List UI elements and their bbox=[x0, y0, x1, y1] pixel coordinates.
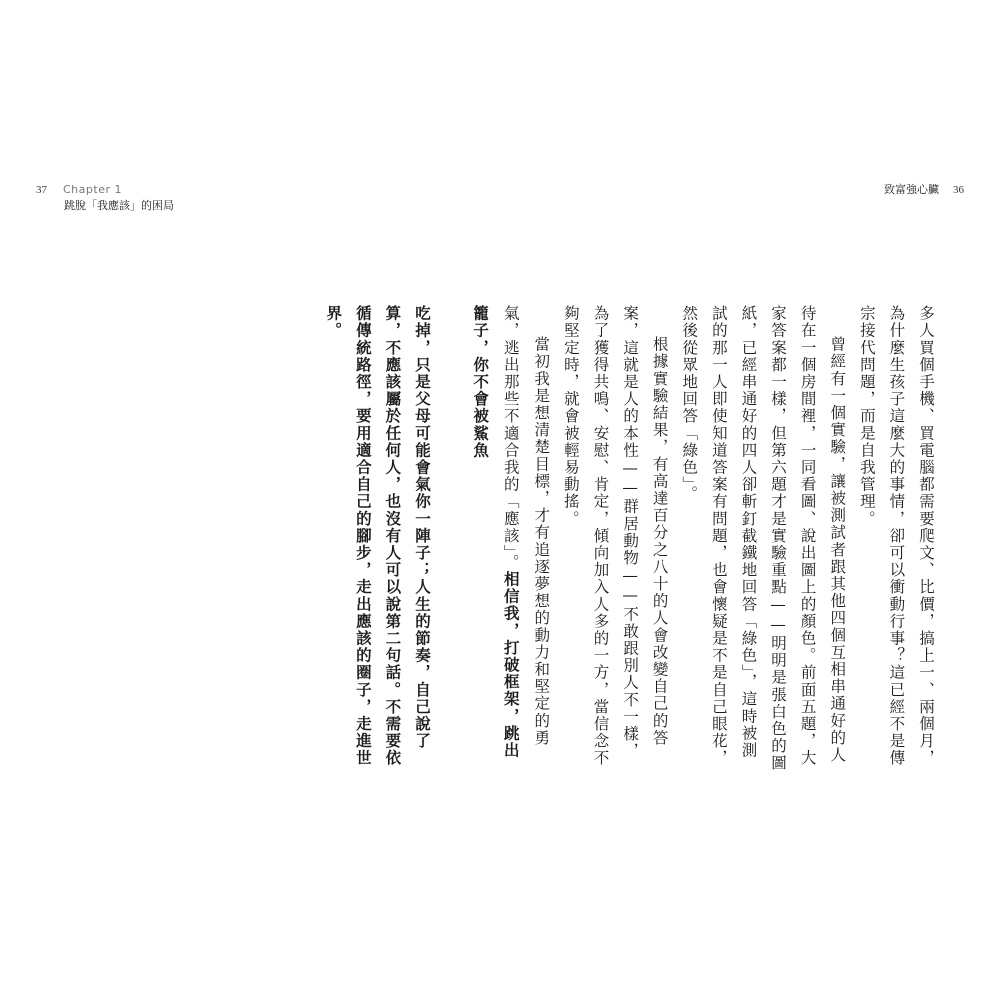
right-page-body bbox=[471, 305, 940, 775]
left-running-head bbox=[36, 183, 174, 213]
left-page-body bbox=[324, 305, 437, 775]
paragraph-1: 多人買個手機、買電腦都需要爬文、比價，搞上一、兩個月，為什麼生孩子這麼大的事情，卻可以衝動行事？這已經不是傳宗接代問題，而是自我管理。 bbox=[857, 305, 935, 767]
left-running-title: 跳脫「我應該」的困局 bbox=[64, 199, 174, 212]
paragraph-2: 曾經有一個實驗，讓被測試者跟其他四個互相串通好的人待在一個房間裡，一同看圖、說出圖上的顏色。前面五題，大家答案都一樣，但第六題才是實驗重點——明明是張白色的圖紙，已經串通好的四人卻斬釘截鐵地回答「綠色」，這時被測試的那一人即使知道答案有問題，也會懷疑是不是自己眼花，然後從眾地回答「綠色」。 bbox=[680, 305, 847, 772]
paragraph-3: 根據實驗結果，有高達百分之八十的人會改變自己的答案，這就是人的本性——群居動物——不敢跟別人不一樣，為了獲得共鳴、安慰、肯定，傾向加入人多的一方，當信念不夠堅定時，就會被輕易動搖。 bbox=[561, 305, 669, 767]
bold-conclusion: 相信我，打破框架，跳出籠子，你不會被鯊魚 bbox=[471, 305, 521, 759]
left-page-number: 37 bbox=[36, 184, 47, 196]
right-running-head bbox=[884, 183, 964, 197]
chapter-label: Chapter 1 bbox=[63, 183, 122, 196]
paragraph-4: 當初我是想清楚目標，才有追逐夢想的動力和堅定的勇氣，逃出那些不適合我的「應該」。相信我，打破框架，跳出籠子，你不會被鯊魚 bbox=[471, 305, 551, 759]
right-page-number: 36 bbox=[953, 184, 964, 196]
left-paragraph-1: 吃掉，只是父母可能會氣你一陣子；人生的節奏，自己說了算，不應該屬於任何人，也沒有人可以說第二句話。不需要依循傳統路徑，要用適合自己的腳步，走出應該的圈子，走進世界。 bbox=[324, 305, 432, 767]
right-running-title: 致富強心臟 bbox=[884, 183, 939, 196]
